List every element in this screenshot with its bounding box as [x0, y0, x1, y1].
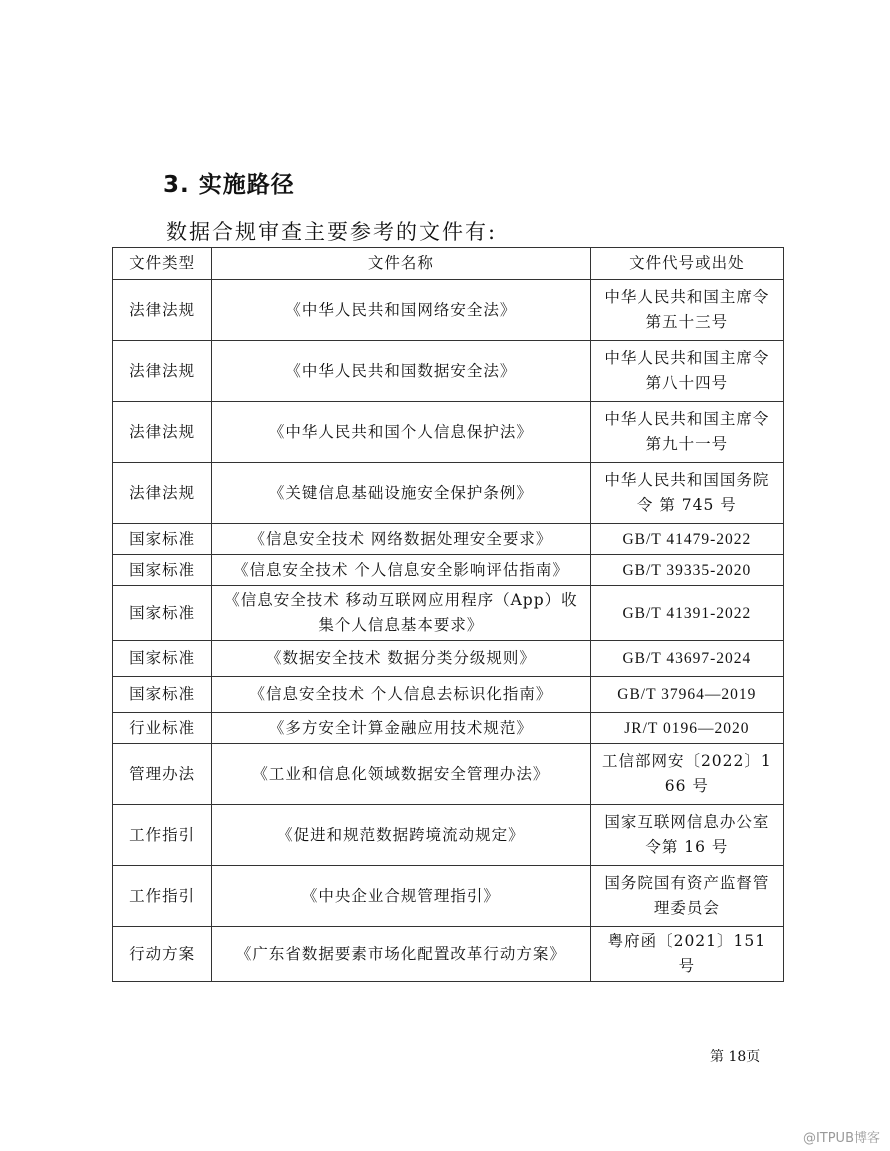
table-row — [113, 341, 784, 402]
cell-doc-type: 工作指引 — [113, 866, 212, 927]
table-row — [113, 555, 784, 586]
table-row — [113, 641, 784, 677]
cell-doc-code: GB/T 39335-2020 — [590, 555, 783, 586]
cell-doc-name: 《信息安全技术 网络数据处理安全要求》 — [212, 524, 591, 555]
cell-doc-type: 国家标准 — [113, 677, 212, 713]
table-row — [113, 713, 784, 744]
cell-doc-type: 工作指引 — [113, 805, 212, 866]
cell-doc-code: GB/T 41479-2022 — [590, 524, 783, 555]
cell-doc-type: 法律法规 — [113, 341, 212, 402]
column-header-type: 文件类型 — [113, 248, 212, 280]
cell-doc-name: 《信息安全技术 个人信息安全影响评估指南》 — [212, 555, 591, 586]
cell-doc-code: 中华人民共和国主席令第八十四号 — [590, 341, 783, 402]
section-heading: 3. 实施路径 — [163, 172, 295, 198]
cell-doc-name: 《信息安全技术 个人信息去标识化指南》 — [212, 677, 591, 713]
cell-doc-code: 中华人民共和国主席令第五十三号 — [590, 280, 783, 341]
cell-doc-type: 管理办法 — [113, 744, 212, 805]
cell-doc-name: 《工业和信息化领域数据安全管理办法》 — [212, 744, 591, 805]
table-row — [113, 805, 784, 866]
table-header-row — [113, 248, 784, 280]
cell-doc-name: 《数据安全技术 数据分类分级规则》 — [212, 641, 591, 677]
cell-doc-name: 《中华人民共和国个人信息保护法》 — [212, 402, 591, 463]
cell-doc-name: 《促进和规范数据跨境流动规定》 — [212, 805, 591, 866]
table-row — [113, 524, 784, 555]
table-row — [113, 586, 784, 641]
cell-doc-type: 行业标准 — [113, 713, 212, 744]
reference-documents-table — [112, 247, 784, 982]
cell-doc-code: 中华人民共和国主席令第九十一号 — [590, 402, 783, 463]
cell-doc-type: 法律法规 — [113, 280, 212, 341]
cell-doc-code: 中华人民共和国国务院令 第 745 号 — [590, 463, 783, 524]
cell-doc-code: 工信部网安〔2022〕166 号 — [590, 744, 783, 805]
table-row — [113, 744, 784, 805]
cell-doc-name: 《多方安全计算金融应用技术规范》 — [212, 713, 591, 744]
cell-doc-code: 国家互联网信息办公室令第 16 号 — [590, 805, 783, 866]
table-row — [113, 463, 784, 524]
watermark: @ITPUB博客 — [802, 1131, 880, 1146]
table-row — [113, 402, 784, 463]
cell-doc-code: GB/T 43697-2024 — [590, 641, 783, 677]
cell-doc-code: GB/T 37964—2019 — [590, 677, 783, 713]
cell-doc-type: 法律法规 — [113, 463, 212, 524]
cell-doc-name: 《中央企业合规管理指引》 — [212, 866, 591, 927]
cell-doc-type: 国家标准 — [113, 586, 212, 641]
column-header-code: 文件代号或出处 — [590, 248, 783, 280]
cell-doc-code: 国务院国有资产监督管理委员会 — [590, 866, 783, 927]
cell-doc-type: 国家标准 — [113, 641, 212, 677]
cell-doc-name: 《关键信息基础设施安全保护条例》 — [212, 463, 591, 524]
cell-doc-name: 《中华人民共和国数据安全法》 — [212, 341, 591, 402]
table-row — [113, 280, 784, 341]
cell-doc-type: 法律法规 — [113, 402, 212, 463]
cell-doc-type: 国家标准 — [113, 555, 212, 586]
cell-doc-name: 《广东省数据要素市场化配置改革行动方案》 — [212, 927, 591, 982]
cell-doc-code: 粤府函〔2021〕151 号 — [590, 927, 783, 982]
table-row — [113, 866, 784, 927]
table-row — [113, 677, 784, 713]
cell-doc-type: 国家标准 — [113, 524, 212, 555]
intro-text: 数据合规审查主要参考的文件有: — [166, 220, 498, 244]
cell-doc-type: 行动方案 — [113, 927, 212, 982]
cell-doc-name: 《信息安全技术 移动互联网应用程序（App）收集个人信息基本要求》 — [212, 586, 591, 641]
column-header-name: 文件名称 — [212, 248, 591, 280]
page-number: 第 18页 — [710, 1049, 761, 1065]
table-row — [113, 927, 784, 982]
cell-doc-code: GB/T 41391-2022 — [590, 586, 783, 641]
cell-doc-name: 《中华人民共和国网络安全法》 — [212, 280, 591, 341]
cell-doc-code: JR/T 0196—2020 — [590, 713, 783, 744]
